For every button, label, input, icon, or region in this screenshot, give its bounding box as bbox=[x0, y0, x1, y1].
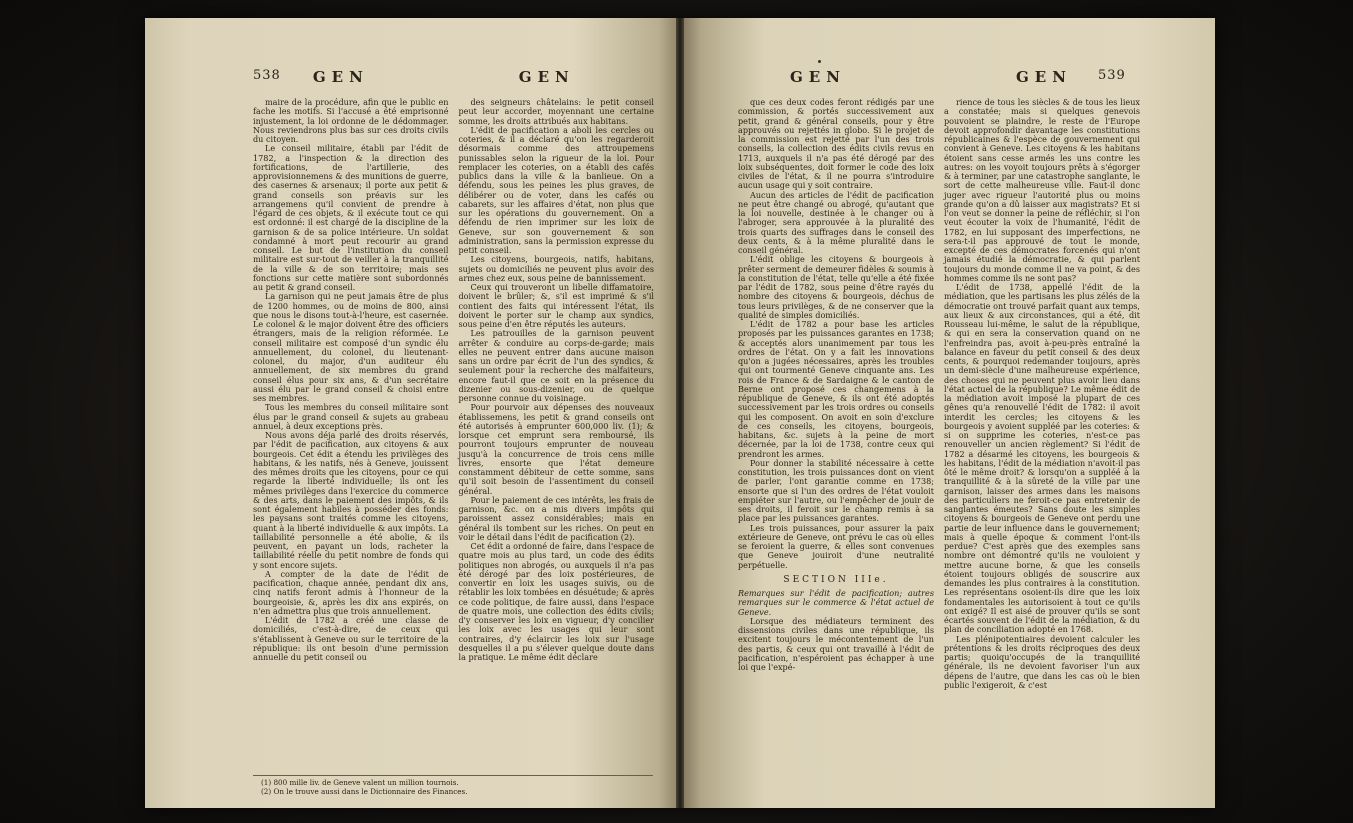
paragraph: Pour donner la stabilité nécessaire à cette constitution, les trois puissances dont on vient de parler, l'ont garantie comme en 1738; ensorte que si l'un des ordres de l'état vouloit empiéter sur l'autre, ou l'empêcher de jouir de ses droits, il feroit sur le champ remis à sa place par les puissances garantes. bbox=[738, 457, 934, 524]
paragraph: Les plénipotentiaires devoient calculer les prétentions & les droits réciproques des deux partis; quoiqu'occupés de la tranquillité générale, ils ne devoient favoriser l'un aux dépens de l'autre, que dans les cas où le bien public l'exigeroit, & c'est bbox=[944, 633, 1140, 690]
paragraph: L'édit de 1782 a créé une classe de domiciliés, c'est-à-dire, de ceux qui s'établissent à Geneve ou sur le territoire de la république: ils ont besoin d'une permission annuelle du petit conseil ou bbox=[253, 615, 449, 662]
footnote: (1) 800 mille liv. de Geneve valent un million tournois. bbox=[261, 778, 459, 787]
footnote: (2) On le trouve aussi dans le Dictionnaire des Finances. bbox=[261, 786, 468, 796]
paragraph: Les patrouilles de la garnison peuvent arrêter & conduire au corps-de-garde; mais elles ne peuvent entrer dans aucune maison sans un ordre par écrit de l'un des syndics, & seulement pour la recherche des malfaiteurs, encore faut-il que ce soit en la présence du dizenier ou sous-dizenier, ou de quelque personne connue du voisinage. bbox=[458, 328, 654, 403]
paragraph: rience de tous les siècles & de tous les lieux a constatée; mais si quelques genevois pouvoient se plaindre, le reste de l'Europe devoit approfondir davantage les constitutions républicaines & l'espèce de gouvernement qui convient à Geneve. Les citoyens & les habitans étoient sans cesse armés les uns contre les autres: on les voyoit toujours prêts à s'égorger & à terminer, par une catastrophe sanglante, le sort de cette malheureuse ville. Faut-il donc juger avec rigueur l'autorité plus ou moins grande qu'on a dû laisser aux magistrats? Et si l'on veut se donner la peine de réfléchir, si l'on veut écouter la voix de l'humanité, l'édit de 1782, en lui supposant des imperfections, ne sera-t-il pas approuvé de tout le monde, excepté de ces démocrates forcenés qui n'ont jamais étudié la démocratie, & qui parlent toujours du monde comme il ne va point, & des hommes comme ils ne sont pas? bbox=[944, 97, 1140, 283]
text-columns bbox=[738, 98, 1195, 690]
paragraph: Pour pourvoir aux dépenses des nouveaux établissemens, les petit & grand conseils ont été autorisés à emprunter 600,000 liv. (1); & lorsque cet emprunt sera remboursé, ils pourront toujours emprunter de nouveau jusqu'à la concurrence de trois cens mille livres, ensorte que l'état demeure constamment débiteur de cette somme, sans qu'il soit besoin de l'assentiment du conseil général. bbox=[458, 402, 654, 496]
paragraph: L'édit de 1738, appellé l'édit de la médiation, que les partisans les plus zélés de la démocratie ont trouvé parfait quant aux temps, aux lieux & aux circonstances, qui a été, dit Rousseau lui-même, le salut de la république, & qui en sera la conservation quand on ne l'enfreindra pas, avoit à-peu-près entraîné la balance en faveur du petit conseil & des deux cents, & pourquoi redemander toujours, après un demi-siècle d'une malheureuse expérience, des choses qui ne peuvent plus avoir lieu dans l'état actuel de la république? Le même édit de la médiation avoit imposé la plupart de ces gênes qu'a renouvellé l'édit de 1782: il avoit interdit les cercles; les citoyens & les bourgeois y avoient suppléé par les coteries: & si on supprime les coteries, n'est-ce pas renouveller un ancien règlement? Si l'édit de 1782 a désarmé les citoyens, les bourgeois & les habitans, l'édit de la médiation n'avoit-il pas ôté le même droit? & lorsqu'on a suppléé à la tranquillité & à la sûreté de la ville par une garnison, laisser des armes dans les maisons des particuliers ne feroit-ce pas entretenir de sanglantes émeutes? Sans doute les simples citoyens & bourgeois de Geneve ont perdu une partie de leur influence dans le gouvernement; mais à quelle époque & comment l'ont-ils perdue? C'est après que des exemples sans nombre ont démontré qu'ils ne vouloient y mettre aucune borne, & que les conseils étoient toujours obligés de souscrire aux demandes les plus contraires à la constitution. Les représentans osoient-ils dire que les loix fondamentales les autorisoient à tout ce qu'ils ont exigé? Il est aisé de prouver qu'ils se sont écartés souvent de l'édit de la médiation, & du plan de conciliation adopté en 1768. bbox=[944, 282, 1140, 635]
right-page bbox=[680, 18, 1215, 808]
paragraph: des seigneurs châtelains: le petit conseil peut leur accorder, moyennant une certaine somme, les droits attribués aux habitans. bbox=[458, 97, 654, 126]
text-columns bbox=[253, 98, 654, 662]
section-title: SECTION IIIe. bbox=[783, 574, 889, 585]
column-1 bbox=[738, 98, 934, 690]
paragraph: Les citoyens, bourgeois, natifs, habitans, sujets ou domiciliés ne peuvent plus avoir des armes chez eux, sous peine de bannissement. bbox=[458, 254, 654, 283]
paragraph: Lorsque des médiateurs terminent des dissensions civiles dans une république, ils excitent toujours le mécontentement de l'un des partis, & ceux qui ont travaillé à l'édit de pacification, n'espéroient pas échapper à une loi que l'expé- bbox=[738, 615, 934, 672]
book-spread bbox=[145, 18, 1215, 808]
paragraph: Tous les membres du conseil militaire sont élus par le grand conseil & sujets au grabeau annuel, à deux exceptions près. bbox=[253, 402, 449, 431]
paragraph: L'édit de pacification a aboli les cercles ou coteries, & il a déclaré qu'on les regarderoit désormais comme des attroupemens punissables selon la rigueur de la loi. Pour remplacer les coteries, on a établi des cafés publics dans la ville & la banlieue. On a défendu, sous les peines les plus graves, de délibérer ou de voter, dans les cafés ou cabarets, sur les affaires d'état, non plus que sur les opérations du gouvernement. On a défendu de rien imprimer sur les loix de Geneve, sur son gouvernement & son administration, sans la permission expresse du petit conseil. bbox=[458, 124, 654, 255]
column-2 bbox=[459, 98, 655, 662]
running-head bbox=[253, 68, 653, 86]
page-number: 539 bbox=[1097, 68, 1126, 83]
column-2 bbox=[944, 98, 1140, 690]
footnotes bbox=[253, 775, 653, 796]
running-head-title: GEN bbox=[790, 68, 846, 86]
running-head-title-right: GEN bbox=[518, 68, 575, 86]
running-head bbox=[790, 68, 1210, 86]
paragraph: que ces deux codes feront rédigés par une commission, & portés successivement aux petit, grand & général conseils, pour y être approuvés ou rejettés in globo. Si le projet de la commission est rejetté par l'un des trois conseils, la collection des édits civils revus en 1713, auxquels il n'a pas été dérogé par des loix subséquentes, doit former le code des loix civiles de l'état, & il ne pourra s'introduire aucun usage qui y soit contraire. bbox=[738, 97, 934, 191]
paragraph: L'édit de 1782 a pour base les articles proposés par les puissances garantes en 1738; & acceptés alors unanimement par tous les ordres de l'état. On y a fait les innovations qu'on a jugées nécessaires, après les troubles qui ont tourmenté Geneve cinquante ans. Les rois de France & de Sardaigne & le canton de Berne ont proposé ces changemens à la république de Geneve, & ils ont été adoptés successivement par les trois ordres ou conseils qui les composent. On avoit en soin d'exclure de ces conseils, les citoyens, bourgeois, habitans, &c. sujets à la peine de mort décernée, par la loi de 1738, contre ceux qui prendront les armes. bbox=[738, 319, 934, 459]
ink-dot bbox=[818, 60, 821, 63]
paragraph: maire de la procédure, afin que le public en fache les motifs. Si l'accusé a été emprisonné injustement, la loi ordonne de le dédommager. Nous reviendrons plus bas sur ces droits civils du citoyen. bbox=[253, 97, 449, 144]
section-subtitle: Remarques sur l'édit de pacification; autres remarques sur le commerce & l'état actuel de Geneve. bbox=[738, 588, 934, 617]
column-1 bbox=[253, 98, 449, 662]
paragraph: Nous avons déja parlé des droits réservés, par l'édit de pacification, aux citoyens & aux bourgeois. Cet édit a étendu les privilèges des habitans, & les natifs, nés à Geneve, jouissent des mêmes droits que les citoyens, pour ce qui regarde la liberté individuelle; ils ont les mêmes privilèges dans l'exercice du commerce & des arts, dans le paiement des impôts, & ils sont également habiles à posséder des fonds: les paysans sont traités comme les citoyens, quant à la liberté individuelle & aux impôts. La taillabilité personnelle a été abolie, & ils peuvent, en payant un lods, racheter la taillabilité réelle du petit nombre de fonds qui y sont encore sujets. bbox=[253, 430, 449, 570]
paragraph: A compter de la date de l'édit de pacification, chaque année, pendant dix ans, cinq natifs feront admis à l'honneur de la bourgeoisie, &, après les dix ans expirés, on n'en admettra plus que trois annuellement. bbox=[253, 568, 449, 616]
paragraph: Les trois puissances, pour assurer la paix extérieure de Geneve, ont prévu le cas où elles se feroient la guerre, & elles sont convenues que Geneve jouiroit d'une neutralité perpétuelle. bbox=[738, 522, 934, 570]
page-number: 538 bbox=[253, 68, 281, 83]
paragraph: Aucun des articles de l'édit de pacification ne peut être changé ou abrogé, qu'autant que la loi nouvelle, destinée à le changer ou à l'abroger, sera approuvée à la pluralité des trois quarts des suffrages dans le conseil des deux cents, & à la même pluralité dans le conseil général. bbox=[738, 189, 934, 255]
paragraph: La garnison qui ne peut jamais être de plus de 1200 hommes, ou de moins de 800, ainsi que nous le disons tout-à-l'heure, est casernée. Le colonel & le major doivent être des officiers étrangers, mais de la religion réformée. Le conseil militaire est composé d'un syndic élu annuellement, du colonel, du lieutenant-colonel, du major, d'un auditeur élu annuellement, de six membres du grand conseil élus pour six ans, & d'un secrétaire aussi élu par le grand conseil & choisi entre ses membres. bbox=[253, 291, 449, 403]
book-spine bbox=[676, 18, 684, 808]
paragraph: Cet édit a ordonné de faire, dans l'espace de quatre mois au plus tard, un code des édits politiques non abrogés, ou auxquels il n'a pas été dérogé par des loix postérieures, de convertir en loix les usages suivis, ou de rétablir les loix tombées en désuétude; & après ce code politique, de faire aussi, dans l'espace de quatre mois, une collection des édits civils; d'y conserver les loix en vigueur, d'y concilier les loix avec les usages qui leur sont contraires, d'y éclaircir les loix sur l'usage desquelles il a pu s'élever quelque doute dans la pratique. Le même édit déclare bbox=[458, 541, 655, 662]
paragraph: Le conseil militaire, établi par l'édit de 1782, a l'inspection & la direction des fortifications, de l'artillerie, des approvisionnemens & des munitions de guerre, des casernes & arsenaux; il porte aux petit & grand conseils son préavis sur les arrangemens qu'il convient de prendre à l'égard de ces objets, & il exécute tout ce qui est ordonné: il est chargé de la discipline de la garnison & de sa police intérieure. Un soldat condamné à mort peut recourir au grand conseil. Le but de l'institution du conseil militaire est sur-tout de veiller à la tranquillité de la ville & de son territoire; mais ses fonctions sur cette matière sont subordonnés au petit & grand conseil. bbox=[253, 143, 449, 292]
running-head-title-right: GEN bbox=[1015, 68, 1072, 86]
running-head-title: GEN bbox=[312, 68, 369, 86]
paragraph: Ceux qui trouveront un libelle diffamatoire, doivent le brûler; &, s'il est imprimé & s'il contient des faits qui intéressent l'état, ils doivent le porter sur le champ aux syndics, sous peine d'en être réputés les auteurs. bbox=[458, 282, 654, 329]
left-page bbox=[145, 18, 680, 808]
paragraph: Pour le paiement de ces intérêts, les frais de garnison, &c. on a mis divers impôts qui paroissent assez considérables; mais en général ils tombent sur les riches. On peut en voir le détail dans l'édit de pacification (2). bbox=[458, 494, 654, 542]
paragraph: L'édit oblige les citoyens & bourgeois à prêter serment de demeurer fidèles & soumis à la constitution de l'état, telle qu'elle a été fixée par l'édit de 1782, sous peine d'être rayés du nombre des citoyens & bourgeois, déchus de tous leurs privilèges, & de ne conserver que la qualité de simples domiciliés. bbox=[738, 254, 934, 320]
